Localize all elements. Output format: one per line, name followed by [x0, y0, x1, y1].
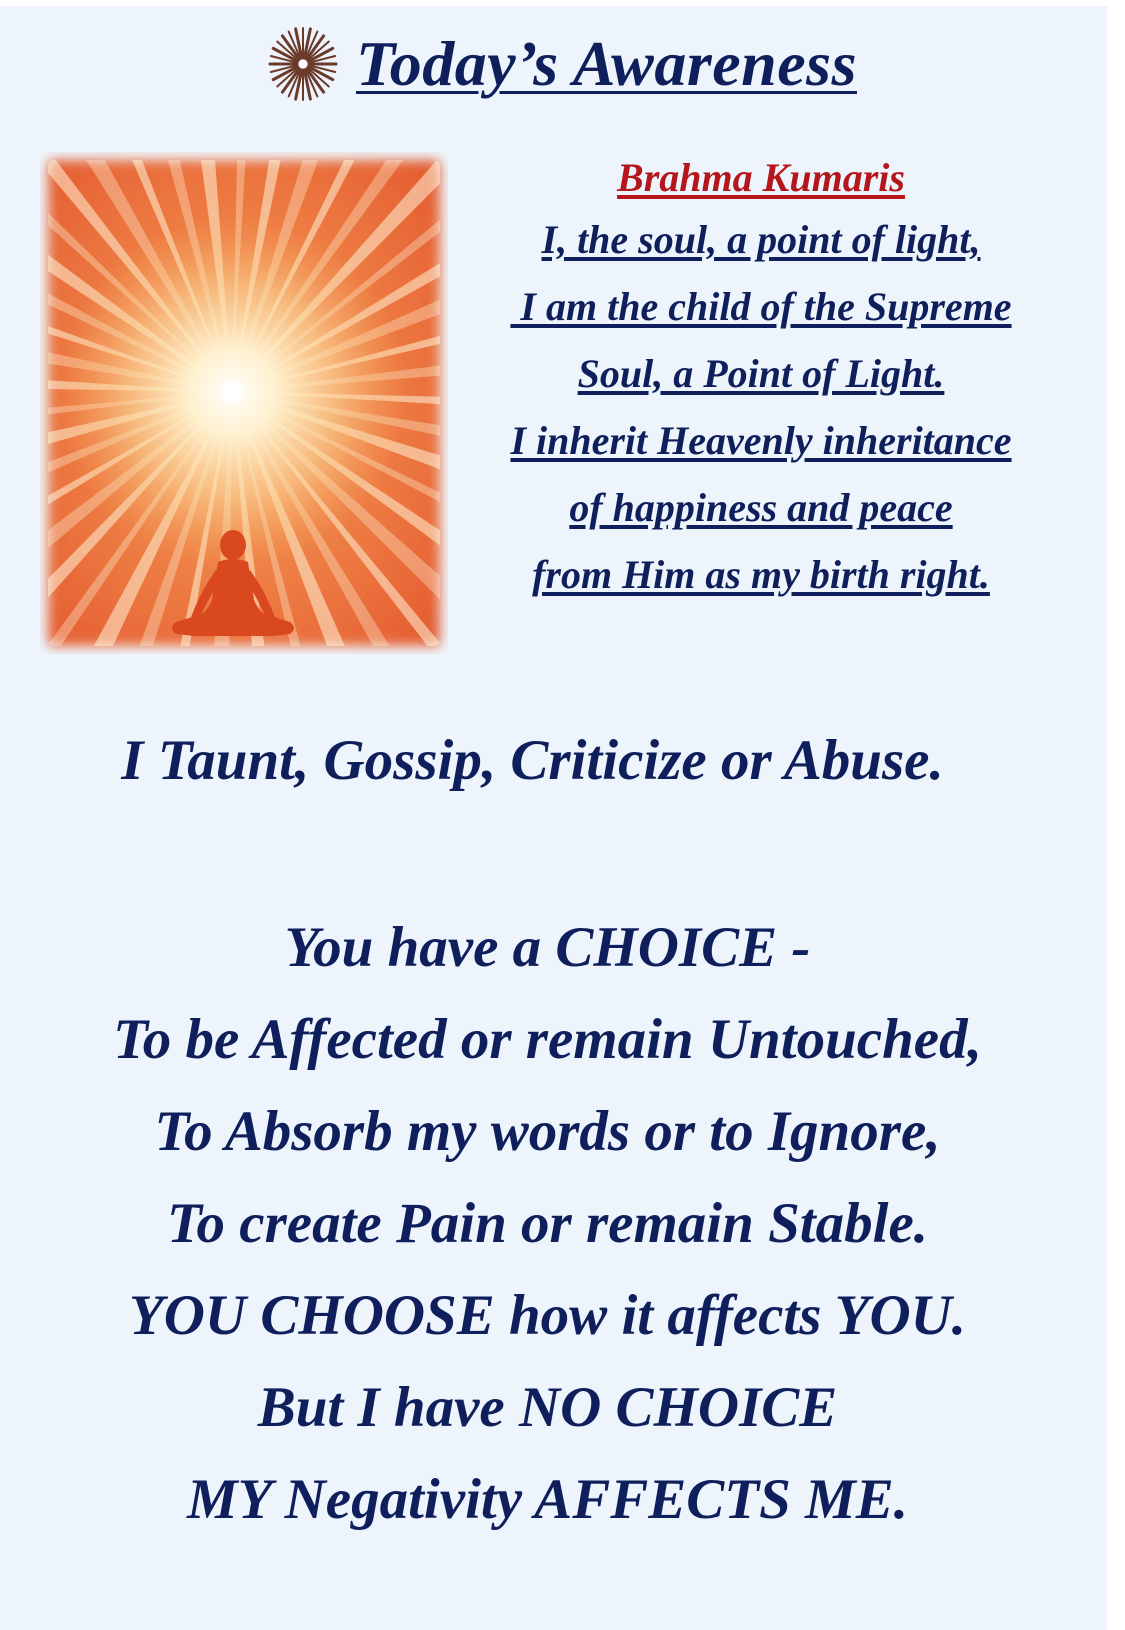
affirmation-line: I, the soul, a point of light,	[541, 217, 981, 262]
affirmation-line: Soul, a Point of Light.	[577, 351, 945, 396]
page-title: Today’s Awareness	[356, 28, 857, 99]
message-line: To be Affected or remain Untouched,	[113, 1008, 982, 1071]
meditation-picture	[40, 152, 448, 654]
affirmation-line: I am the child of the Supreme	[510, 284, 1012, 329]
header	[0, 24, 1125, 104]
affirmation-line: of happiness and peace	[569, 485, 953, 530]
message-line: You have a CHOICE -	[284, 916, 811, 979]
meditation-illustration	[40, 152, 448, 654]
message-line: MY Negativity AFFECTS ME.	[187, 1468, 908, 1531]
affirmation-line: I inherit Heavenly inheritance	[510, 418, 1012, 463]
message-line: To Absorb my words or to Ignore,	[154, 1100, 941, 1163]
message-line: But I have NO CHOICE	[257, 1376, 838, 1439]
affirmation-line: from Him as my birth right.	[532, 552, 990, 597]
message-line: YOU CHOOSE how it affects YOU.	[128, 1284, 967, 1347]
point-of-light	[222, 382, 242, 402]
org-name: Brahma Kumaris	[617, 155, 905, 200]
sunburst-icon	[268, 24, 338, 104]
affirmation-block	[462, 150, 1060, 608]
statement-heading: I Taunt, Gossip, Criticize or Abuse.	[121, 729, 944, 792]
message-line: To create Pain or remain Stable.	[166, 1192, 929, 1255]
choice-message	[0, 902, 1125, 1546]
